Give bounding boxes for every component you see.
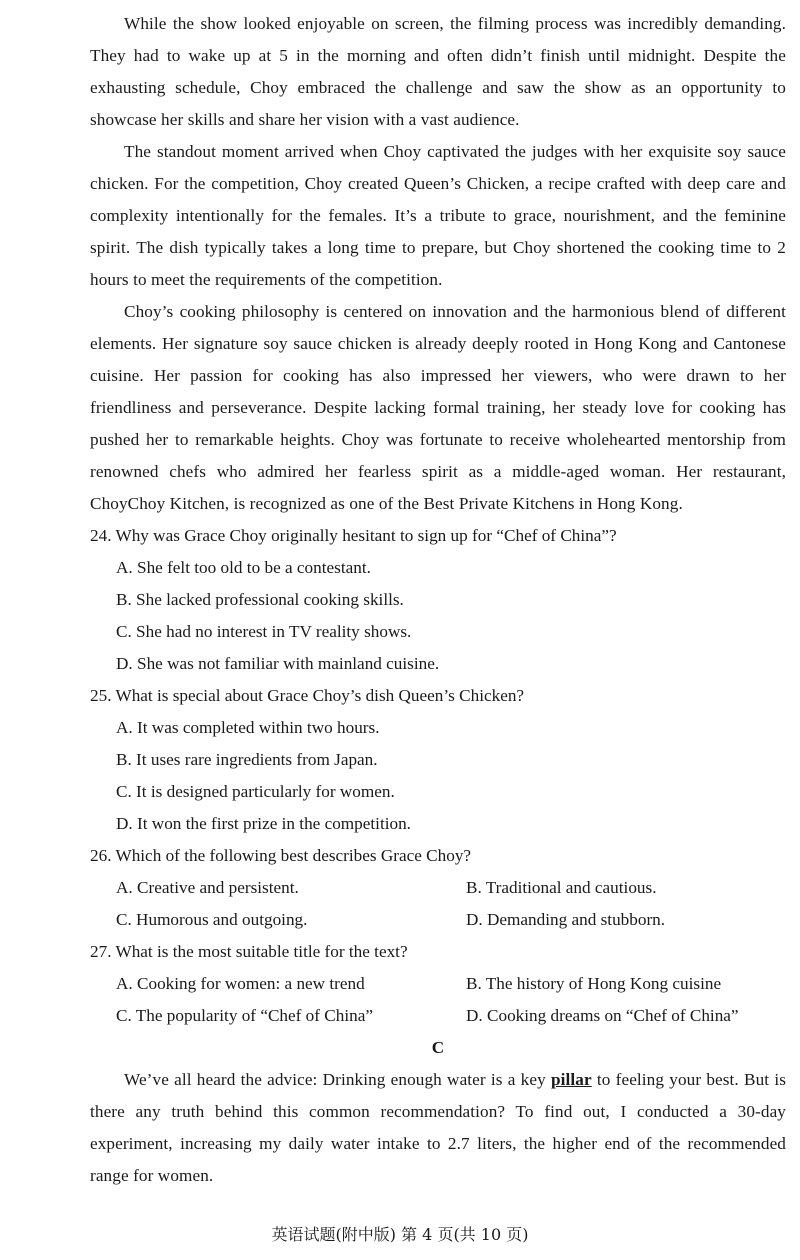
- question-24-stem: 24. Why was Grace Choy originally hesitant to sign up for “Chef of China”?: [90, 526, 617, 545]
- question-26-options-row-2: [90, 904, 786, 936]
- question-27-options-row-2: [90, 1000, 786, 1032]
- question-27-option-a: A. Cooking for women: a new trend: [116, 974, 365, 993]
- question-25-option-c: C. It is designed particularly for women.: [116, 782, 395, 801]
- question-26-option-a: A. Creative and persistent.: [116, 878, 299, 897]
- passage-b-paragraph-1: While the show looked enjoyable on screen, the filming process was incredibly demanding. They had to wake up at 5 in the morning and often didn’t finish until midnight. Despite the exhausting schedule, Choy embraced the challenge and saw the show as an opportunity to showcase her skills and share her vision with a vast audience.: [90, 14, 786, 129]
- question-24: [90, 520, 786, 680]
- question-26-options-row-1: [90, 872, 786, 904]
- question-26-option-b: B. Traditional and cautious.: [466, 878, 657, 897]
- question-25-option-b: B. It uses rare ingredients from Japan.: [116, 750, 378, 769]
- question-25: [90, 680, 786, 840]
- section-heading-c: C: [431, 1038, 445, 1057]
- question-24-option-b: B. She lacked professional cooking skills.: [116, 590, 404, 609]
- passage-b-paragraph-3: Choy’s cooking philosophy is centered on innovation and the harmonious blend of different elements. Her signature soy sauce chicken is already deeply rooted in Hong Kong and Cantonese cuisine. Her passion for cooking has also impressed her viewers, who were drawn to her friendliness and perseverance. Despite lacking formal training, her steady love for cooking has pushed her to remarkable heights. Choy was fortunate to receive wholehearted mentorship from renowned chefs who admired her fearless spirit as a middle-aged woman. Her restaurant, ChoyChoy Kitchen, is recognized as one of the Best Private Kitchens in Hong Kong.: [90, 302, 786, 513]
- question-27-options-row-1: [90, 968, 786, 1000]
- question-26: [90, 840, 786, 936]
- question-27-option-b: B. The history of Hong Kong cuisine: [466, 974, 722, 993]
- question-25-option-d: D. It won the first prize in the competition.: [116, 814, 411, 833]
- question-24-option-a: A. She felt too old to be a contestant.: [116, 558, 371, 577]
- passage-b-paragraph-2: The standout moment arrived when Choy captivated the judges with her exquisite soy sauce chicken. For the competition, Choy created Queen’s Chicken, a recipe crafted with deep care and complexity intentionally for the females. It’s a tribute to grace, nourishment, and the feminine spirit. The dish typically takes a long time to prepare, but Choy shortened the cooking time to 2 hours to meet the requirements of the competition.: [90, 142, 786, 289]
- passage-c-text-before: We’ve all heard the advice: Drinking enough water is a key: [124, 1070, 551, 1089]
- question-27-option-d: D. Cooking dreams on “Chef of China”: [466, 1006, 739, 1025]
- question-27-stem: 27. What is the most suitable title for the text?: [90, 942, 408, 961]
- question-25-option-a: A. It was completed within two hours.: [116, 718, 380, 737]
- question-24-option-c: C. She had no interest in TV reality shows.: [116, 622, 412, 641]
- page-content: [90, 8, 786, 1192]
- passage-c-paragraph-1: [90, 1064, 786, 1192]
- page-footer: 英语试题(附中版) 第 4 页(共 10 页): [271, 1225, 529, 1244]
- question-24-option-d: D. She was not familiar with mainland cuisine.: [116, 654, 440, 673]
- question-25-stem: 25. What is special about Grace Choy’s dish Queen’s Chicken?: [90, 686, 525, 705]
- question-27: [90, 936, 786, 1032]
- question-26-stem: 26. Which of the following best describes Grace Choy?: [90, 846, 472, 865]
- question-27-option-c: C. The popularity of “Chef of China”: [116, 1006, 373, 1025]
- keyword-pillar: pillar: [550, 1070, 592, 1089]
- question-26-option-d: D. Demanding and stubborn.: [466, 910, 666, 929]
- question-26-option-c: C. Humorous and outgoing.: [116, 910, 308, 929]
- passage-c-text-after: to feeling your best. But is there any truth behind this common recommendation? To find out, I conducted a 30-day experiment, increasing my daily water intake to 2.7 liters, the higher end of the recommended range for women.: [90, 1070, 786, 1185]
